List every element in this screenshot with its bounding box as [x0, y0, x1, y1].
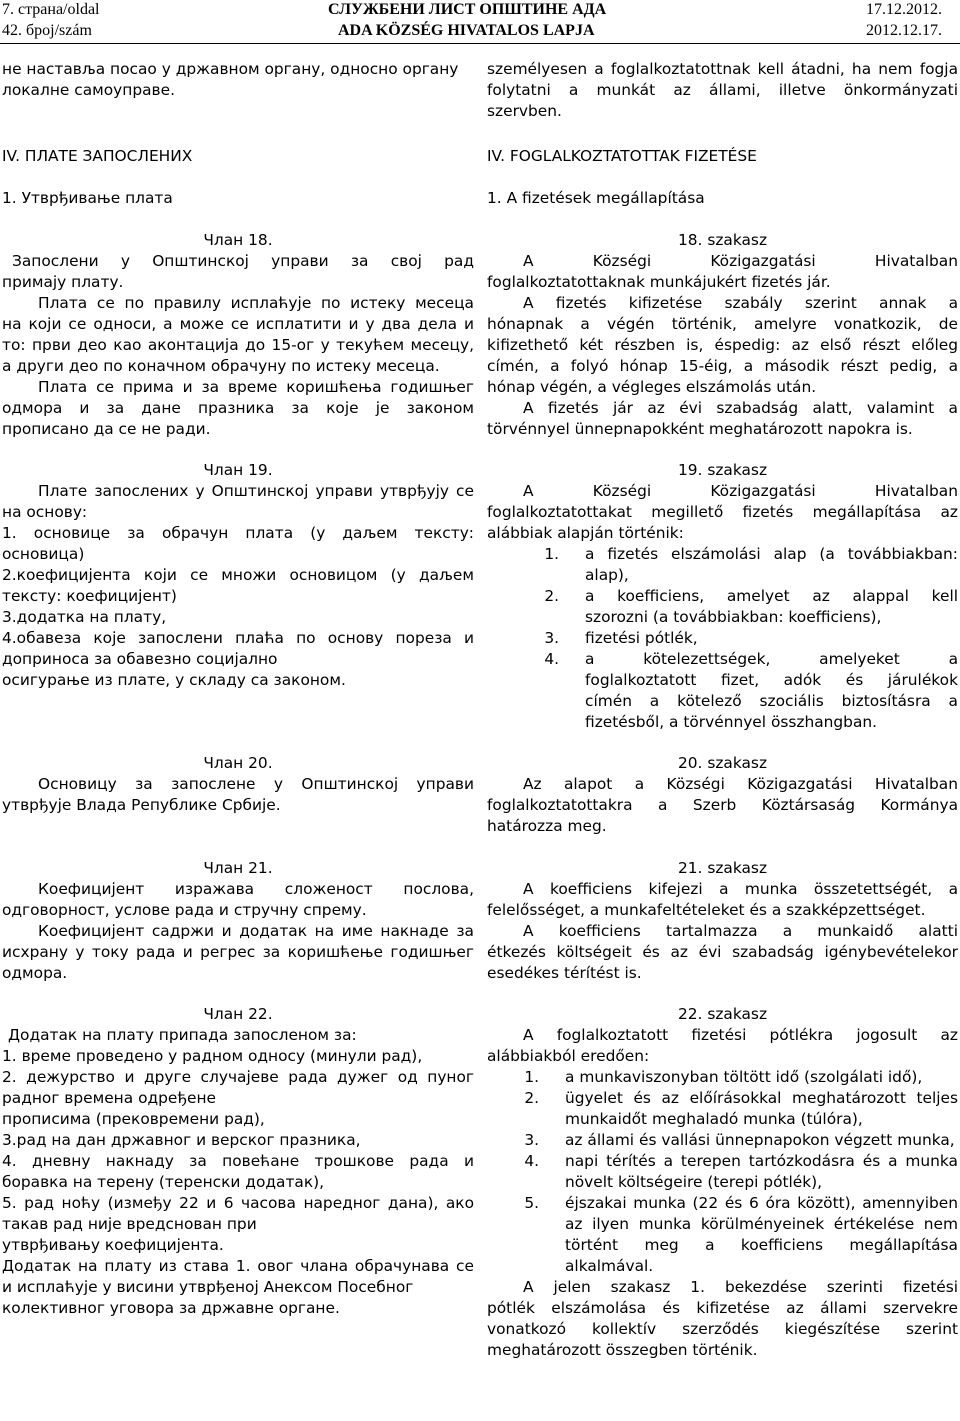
page-number: 7. страна/oldal [2, 1, 100, 18]
text-line: a fizetés elszámolási alap (a továbbiakban: [585, 545, 958, 563]
intro-text-hu [487, 59, 958, 122]
text-line: A Községi Közigazgatási Hivatalban [523, 482, 958, 500]
issue-date-hu: 2012.12.17. [866, 22, 942, 39]
text-line: на основу: [2, 503, 88, 521]
text-line: одговорност, услове рада и стручну спрему. [2, 901, 367, 919]
issue-number: 42. број/szám [2, 22, 92, 39]
text-line: folytatni a munkát az állami, illetve önkormányzati [487, 81, 958, 99]
text-line: Додатак на плату припада запосленом за: [8, 1026, 357, 1044]
list-item [487, 1193, 958, 1277]
list-number: 2. [544, 587, 559, 605]
text-line: осигурање из плате, у складу са законом. [2, 671, 346, 689]
text-line: и исплаћује у висини утврђеној Анексом Посебног [2, 1278, 414, 1296]
article-title: Члан 18. [203, 231, 273, 249]
text-line: munkaidőt meghaladó munka (túlóra), [565, 1110, 863, 1128]
section-21-hu [487, 858, 958, 984]
list-item [487, 1088, 958, 1130]
list-item [487, 586, 958, 628]
article-20-sr [2, 753, 474, 816]
text-line: Плате запослених у Општинској управи утврђују се [38, 482, 474, 500]
text-line: исхрану у току рада и регрес за коришћење годишњег [2, 943, 474, 961]
text-line: címén a kötelező szociális biztosításra a [585, 692, 958, 710]
text-line: A fizetés kifizetése szabály szerint annak a [523, 294, 958, 312]
list-item: 2.коефицијента који се множи основицом (у даљем [2, 566, 474, 584]
list-number: 3. [544, 629, 559, 647]
article-title: Члан 19. [203, 461, 273, 479]
text-line: foglalkoztatottaknak munkájukért fizetés jár. [487, 273, 831, 291]
section-19-hu [487, 460, 958, 733]
article-22-sr [2, 1004, 474, 1319]
text-line: étkezés költségeit és az évi szabadság igénybevételekor [487, 943, 958, 961]
text-line: A Községi Közigazgatási Hivatalban [523, 252, 958, 270]
text-line: A jelen szakasz 1. bekezdése szerinti fizetési [523, 1278, 958, 1296]
text-line: személyesen a foglalkoztatottnak kell átadni, ha nem fogja [487, 60, 958, 78]
article-title: Члан 21. [203, 859, 273, 877]
text-line: szorozni (a továbbiakban: koefficiens), [585, 608, 882, 626]
section-20-hu [487, 753, 958, 837]
list-number: 4. [524, 1152, 539, 1170]
text-line: meghatározott összegben történik. [487, 1341, 758, 1359]
text-line: szervben. [487, 102, 562, 120]
list-item [487, 1130, 958, 1151]
list-number: 2. [524, 1089, 539, 1107]
text-line: локалне самоуправе. [2, 81, 175, 99]
article-19-sr [2, 460, 474, 691]
text-line: Плата се по правилу исплаћује по истеку месеца [38, 294, 474, 312]
article-title: 21. szakasz [677, 859, 768, 877]
text-line: Плата се прима и за време коришћења годишњег [38, 378, 474, 396]
text-line: A fizetés jár az évi szabadság alatt, valamint a [523, 399, 958, 417]
text-line: foglalkoztatottakat megillető fizetés megállapítása az [487, 503, 958, 521]
text-line: határozza meg. [487, 817, 607, 835]
text-line: колективног уговора за државне органе. [2, 1299, 340, 1317]
text-line: az állami és vallási ünnepnapokon végzett munka, [565, 1131, 955, 1149]
text-line: esedékes térítést is. [487, 964, 642, 982]
text-line: утврђивању коефицијента. [2, 1236, 224, 1254]
article-21-sr [2, 858, 474, 984]
text-line: címén, a folyó hónap 15-éig, a második részt pedig, a [487, 357, 958, 375]
list-item: 2. дежурство и друге случајеве рада дужег од пуног [2, 1068, 474, 1086]
list-item: 1. основице за обрачун плата (у даљем тексту: [2, 524, 474, 542]
issue-date-sr: 17.12.2012. [866, 1, 942, 18]
text-line: foglalkoztatott fizet, adók és járulékok [585, 671, 958, 689]
list-number: 1. [524, 1068, 539, 1086]
list-item: 4. дневну накнаду за повећане трошкове рада и [2, 1152, 474, 1170]
journal-title-sr: СЛУЖБЕНИ ЛИСТ ОПШТИНЕ АДА [328, 1, 607, 18]
list-item [487, 649, 958, 733]
text-line: növelt költségeire (terepi pótlék), [565, 1173, 823, 1191]
text-line: радног времена одређене [2, 1089, 216, 1107]
section-22-hu [487, 1004, 958, 1361]
list-item: 4.обавеза које запослени плаћа по основу пореза и [2, 629, 474, 647]
list-item: 1. време проведено у радном односу (минули рад), [2, 1047, 423, 1065]
section-heading-hu: IV. FOGLALKOZTATOTTAK FIZETÉSE [487, 147, 757, 165]
list-item: 3.додатка на плату, [2, 608, 167, 626]
text-line: történt meg a koefficiens megállapítása [565, 1236, 958, 1254]
text-line: утврђује Влада Републике Србије. [2, 796, 281, 814]
text-line: не наставља посао у државном органу, односно органу [2, 60, 459, 78]
list-number: 1. [544, 545, 559, 563]
text-line: тексту: коефицијент) [2, 587, 177, 605]
list-number: 4. [544, 650, 559, 668]
text-line: a koefficiens, amelyet az alappal kell [585, 587, 958, 605]
text-line: Коефицијент изражава сложеност послова, [38, 880, 474, 898]
article-title: Члан 22. [203, 1005, 273, 1023]
text-line: az ilyen munka körülményeinek értékelése nem [565, 1215, 958, 1233]
article-title: 20. szakasz [677, 754, 768, 772]
subsection-heading-hu: 1. A fizetések megállapítása [487, 189, 705, 207]
text-line: hónap végén, a végleges elszámolás után. [487, 378, 817, 396]
text-line: то: први део као аконтација до 15-ог у текућем месецу, [2, 336, 474, 354]
text-line: на који се односи, а може се исплатити и у два дела и [2, 315, 474, 333]
text-line: прописано да се не ради. [2, 420, 211, 438]
text-line: Коефицијент садржи и додатак на име накнаде за [38, 922, 474, 940]
list-item [487, 1151, 958, 1193]
text-line: доприноса за обавезно социјално [2, 650, 278, 668]
text-line: Основицу за запослене у Општинској управи [38, 775, 474, 793]
text-line: основица) [2, 545, 85, 563]
text-line: прописима (прековремени рад), [2, 1110, 265, 1128]
section-18-hu [487, 230, 958, 440]
list-number: 5. [524, 1194, 539, 1212]
text-line: Az alapot a Községi Közigazgatási Hivatalban [523, 775, 958, 793]
article-title: 19. szakasz [677, 461, 768, 479]
text-line: fizetésből, a törvénnyel összhangban. [585, 713, 878, 731]
text-line: napi térítés a terepen tartózkodásra és a munka [565, 1152, 958, 1170]
section-heading-sr: IV. ПЛАТЕ ЗАПОСЛЕНИХ [2, 147, 193, 165]
text-line: боравка на терену (теренски додатак), [2, 1173, 325, 1191]
text-line: A koefficiens kifejezi a munka összetettségét, a [523, 880, 958, 898]
header-rule [0, 43, 960, 44]
text-line: A foglalkoztatott fizetési pótlékra jogosult az [523, 1026, 958, 1044]
list-number: 3. [524, 1131, 539, 1149]
text-line: pótlék elszámolása és kifizetése az állami szervekre [487, 1299, 958, 1317]
text-line: A koefficiens tartalmazza a munkaidő alatti [523, 922, 958, 940]
text-line: kifizethető két részben is, éspedig: az első részt előleg [487, 336, 958, 354]
text-line: éjszakai munka (22 és 6 óra között), amennyiben [565, 1194, 958, 1212]
text-line: такав рад није вредснован при [2, 1215, 257, 1233]
list-item [487, 1067, 958, 1088]
text-line: Додатак на плату из става 1. овог члана обрачунава се [2, 1257, 474, 1275]
text-line: alábbiakból eredően: [487, 1047, 650, 1065]
text-line: fizetési pótlék, [585, 629, 698, 647]
text-line: törvénnyel ünnepnapokként meghatározott napokra is. [487, 420, 913, 438]
text-line: ügyelet és az előírásokkal meghatározott teljes [565, 1089, 958, 1107]
article-title: 22. szakasz [677, 1005, 768, 1023]
text-line: а други део по коначном обрачуну по истеку месеца. [2, 357, 440, 375]
list-item: 5. рад ноћу (између 22 и 6 часова наредног дана), ако [2, 1194, 474, 1212]
text-line: одмора и за дане празника за које је законом [2, 399, 474, 417]
text-line: a kötelezettségek, amelyeket a [585, 650, 958, 668]
article-title: 18. szakasz [677, 231, 768, 249]
article-title: Члан 20. [203, 754, 273, 772]
text-line: Запослени у Општинској управи за свој рад [12, 252, 474, 270]
list-item: 3.рад на дан државног и верског празника, [2, 1131, 361, 1149]
text-line: felelősséget, a munkafeltételeket és a szakképzettséget. [487, 901, 926, 919]
page-header [0, 0, 960, 46]
text-line: одмора. [2, 964, 68, 982]
article-18-sr [2, 230, 474, 440]
text-line: примају плату. [2, 273, 124, 291]
text-line: alábbiak alapján történik: [487, 524, 684, 542]
list-item [487, 628, 958, 649]
intro-text-sr [2, 59, 474, 101]
text-line: foglalkoztatottakra a Szerb Köztársaság Kormánya [487, 796, 958, 814]
list-item [487, 544, 958, 586]
text-line: alkalmával. [565, 1257, 654, 1275]
journal-title-hu: ADA KÖZSÉG HIVATALOS LAPJA [338, 22, 595, 39]
text-line: vonatkozó kollektív szerződés kiegészítése szerint [487, 1320, 958, 1338]
text-line: a munkaviszonyban töltött idő (szolgálati idő), [565, 1068, 923, 1086]
text-line: hónapnak a végén történik, amelyre vonatkozik, de [487, 315, 958, 333]
text-line: alap), [585, 566, 629, 584]
subsection-heading-sr: 1. Утврђивање плата [2, 189, 173, 207]
